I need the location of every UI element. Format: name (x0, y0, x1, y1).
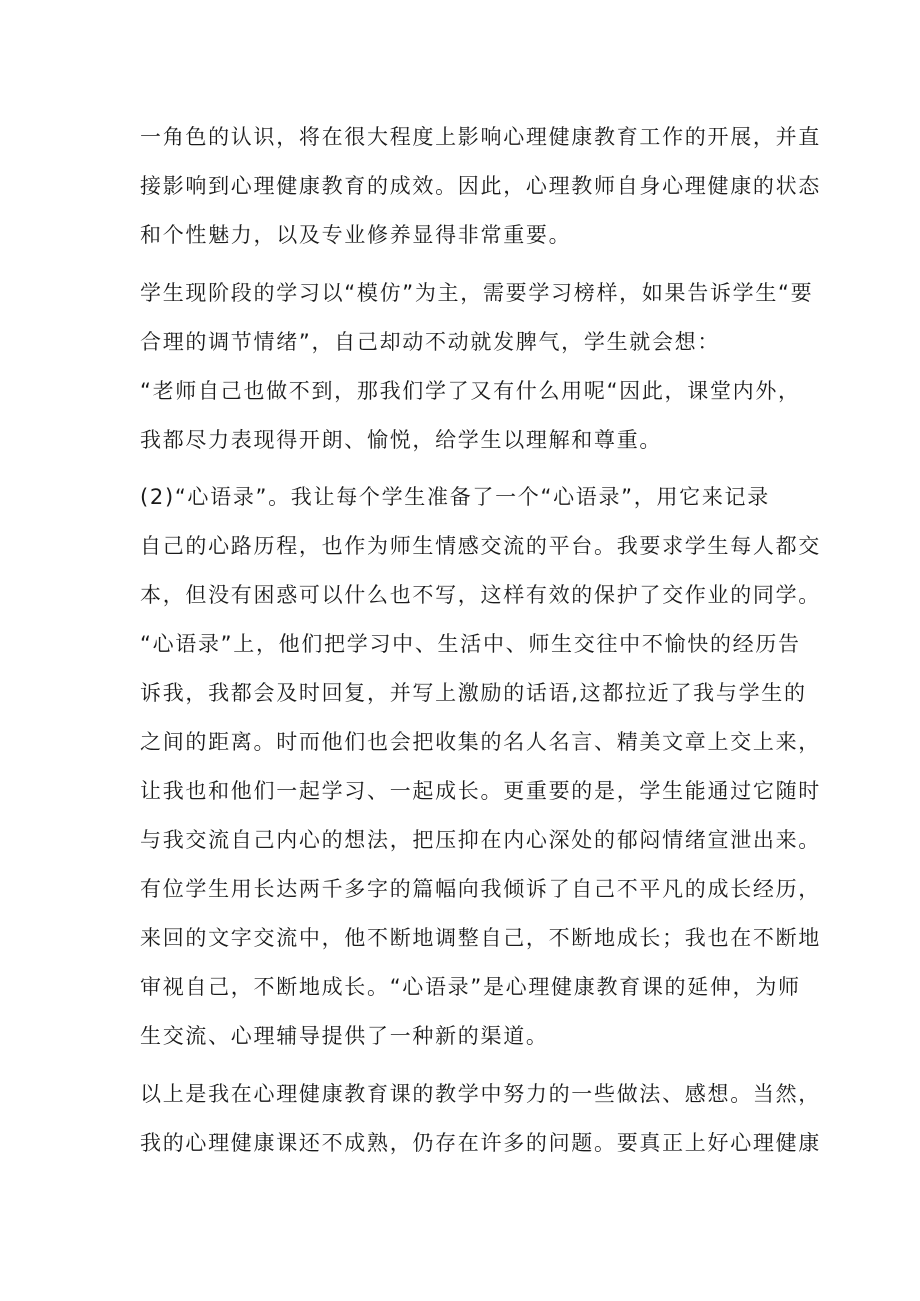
text-line: 以上是我在心理健康教育课的教学中努力的一些做法、感想。当然， (140, 1082, 821, 1106)
text-line: (2)“心语录”。我让每个学生准备了一个“心语录”，用它来记录 (140, 485, 770, 509)
text-line: 学生现阶段的学习以“模仿”为主，需要学习榜样，如果告诉学生“要 (140, 281, 814, 305)
text-line: “老师自己也做不到，那我们学了又有什么用呢“因此，课堂内外， (140, 379, 801, 403)
text-line: 我的心理健康课还不成熟，仍存在许多的问题。要真正上好心理健康 (140, 1131, 821, 1155)
text-line: 合理的调节情绪”，自己却动不动就发脾气，学生就会想： (140, 330, 721, 354)
text-line: 与我交流自己内心的想法，把压抑在内心深处的郁闷情绪宣泄出来。 (140, 828, 821, 852)
text-line: 让我也和他们一起学习、一起成长。更重要的是，学生能通过它随时 (140, 779, 821, 803)
text-line: 生交流、心理辅导提供了一种新的渠道。 (140, 1024, 549, 1048)
text-line: 和个性魅力，以及专业修养显得非常重要。 (140, 223, 572, 247)
text-line: 本，但没有困惑可以什么也不写，这样有效的保护了交作业的同学。 (140, 583, 821, 607)
text-line: 审视自己，不断地成长。“心语录”是心理健康教育课的延伸，为师 (140, 975, 801, 999)
text-line: 来回的文字交流中，他不断地调整自己，不断地成长；我也在不断地 (140, 926, 821, 950)
text-line: 我都尽力表现得开朗、愉悦，给学生以理解和尊重。 (140, 428, 663, 452)
text-line: 自己的心路历程，也作为师生情感交流的平台。我要求学生每人都交 (140, 534, 821, 558)
text-line: 有位学生用长达两千多字的篇幅向我倾诉了自己不平凡的成长经历， (140, 877, 821, 901)
text-line: 接影响到心理健康教育的成效。因此，心理教师自身心理健康的状态 (140, 174, 821, 198)
text-line: 之间的距离。时而他们也会把收集的名人名言、精美文章上交上来， (140, 730, 821, 754)
text-line: 一角色的认识，将在很大程度上影响心理健康教育工作的开展，并直 (140, 125, 821, 149)
text-line: 诉我，我都会及时回复，并写上激励的话语,这都拉近了我与学生的 (140, 681, 807, 705)
text-line: “心语录”上，他们把学习中、生活中、师生交往中不愉快的经历告 (140, 632, 801, 656)
